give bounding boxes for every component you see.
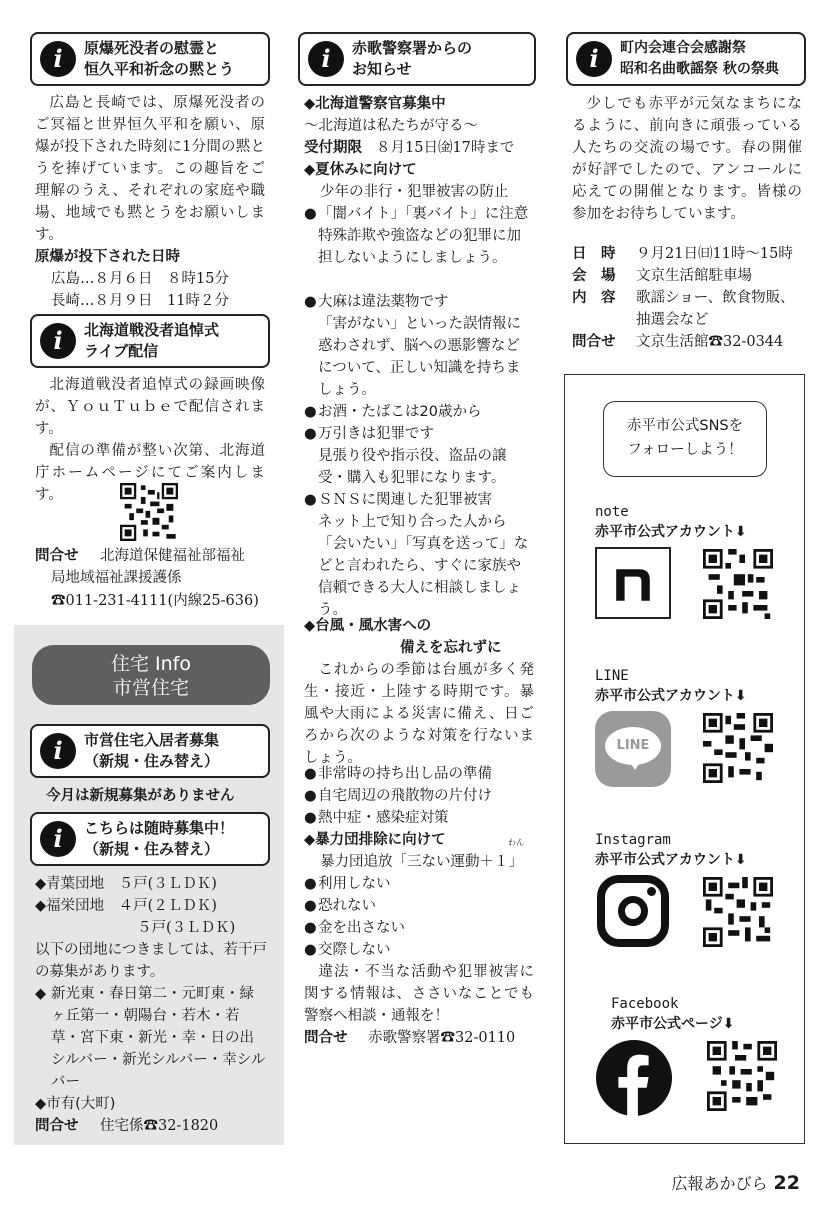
festival-body: 少しでも赤平が元気なまちになるように、前向きに頑張っている人たちの交流の場です。春の開催が好評でしたので、アンコールに応えての開催となります。皆様の参加をお待ちしています。 <box>572 96 802 222</box>
heading-housing-ongoing <box>30 812 270 866</box>
typhoon-head-2: 備えを忘れずに <box>400 640 502 656</box>
festival-date-label: 日 時 <box>572 246 616 262</box>
gang-head: ◆暴力団排除に向けて <box>304 832 446 848</box>
sns-name-note: note <box>595 504 629 520</box>
info-icon: i <box>40 323 76 359</box>
heading-line: （新規・住み替え） <box>84 752 220 770</box>
livestream-body-1: 北海道戦没者追悼式の録画映像が、ＹｏｕＴｕｂｅで配信されます。 <box>35 377 265 437</box>
page-number: 22 <box>773 1172 800 1194</box>
heading-line: 町内会連合会感謝祭 <box>620 40 746 56</box>
sns-account-facebook: 赤平市公式ページ⬇ <box>611 1016 735 1032</box>
page-footer <box>672 1172 800 1195</box>
festival-venue-label: 会 場 <box>572 268 616 284</box>
gang-item: ● 交際しない <box>304 942 391 958</box>
line-logo-icon[interactable] <box>595 711 671 787</box>
typhoon-item: ● 熱中症・感染症対策 <box>304 810 449 826</box>
festival-inquiry-label: 問合せ <box>572 334 616 350</box>
livestream-inquiry-phone: ☎011-231-4111(内線25-636) <box>51 593 259 609</box>
item-head: 大麻は違法薬物です <box>318 294 449 310</box>
memorial-time-nagasaki: 長崎…８月９日 11時２分 <box>51 293 229 309</box>
qr-code-instagram-icon[interactable] <box>703 877 773 947</box>
gang-item: ● 金を出さない <box>304 920 405 936</box>
police-inquiry-label: 問合せ <box>304 1030 348 1046</box>
festival-content-label: 内 容 <box>572 290 616 306</box>
instagram-dot <box>647 887 656 896</box>
sns-account-instagram: 赤平市公式アカウント⬇ <box>595 852 747 868</box>
line-bubble-tail <box>629 761 641 770</box>
livestream-inquiry-line: 北海道保健福祉部福祉 <box>100 548 245 564</box>
housing-inquiry-label: 問合せ <box>35 1118 79 1134</box>
instagram-lens <box>618 896 648 926</box>
typhoon-item: ● 自宅周辺の飛散物の片付け <box>304 788 492 804</box>
info-icon: i <box>576 41 612 77</box>
pill-line: 住宅 Info <box>111 653 191 675</box>
heading-line: 昭和名曲歌謡祭 秋の祭典 <box>620 61 779 77</box>
info-icon: i <box>40 733 76 769</box>
police-item-2: ● 大麻は違法薬物です 「害がない」といった誤情報に惑わされず、脳への悪影響などについて、正しい知識を持ちましょう。 <box>304 294 521 398</box>
festival-date: ９月21日㈰11時～15時 <box>636 246 793 262</box>
summer-sub: 少年の非行・犯罪被害の防止 <box>320 184 509 200</box>
info-icon: i <box>40 41 76 77</box>
gang-ruby: わん <box>508 838 524 847</box>
footer-publication-name: 広報あかびら <box>671 1174 768 1193</box>
line-logo-text: LINE <box>616 738 650 753</box>
heading-housing-recruitment <box>30 724 270 778</box>
sns-title-line: 赤平市公式SNSを <box>626 418 744 434</box>
heading-police-notice <box>298 32 536 86</box>
recruit-sub: ～北海道は私たちが守る～ <box>304 118 478 134</box>
sns-name-instagram: Instagram <box>595 832 671 848</box>
livestream-inquiry-line: 局地域福祉課援護係 <box>51 570 182 586</box>
livestream-inquiry-label: 問合せ <box>35 548 79 564</box>
typhoon-head-1: ◆台風・風水害への <box>304 618 432 634</box>
sns-panel <box>564 374 805 1144</box>
housing-fukuei-2: ５戸(３ＬＤＫ) <box>137 920 236 936</box>
heading-line: 赤歌警察署からの <box>352 39 473 57</box>
gang-item: ● 恐れない <box>304 898 376 914</box>
typhoon-item: ● 非常時の持ち出し品の準備 <box>304 766 492 782</box>
qr-code-line-icon[interactable] <box>703 713 773 783</box>
sns-name-line: LINE <box>595 668 629 684</box>
heading-line: ライブ配信 <box>84 342 159 360</box>
item-body: 特殊詐欺や強盗などの犯罪に加担しないようにしましょう。 <box>318 228 521 266</box>
heading-atomic-bomb-memorial <box>30 32 270 86</box>
housing-fukuei: ◆福栄団地 ４戸(２ＬＤＫ) <box>35 898 217 914</box>
memorial-subhead: 原爆が投下された日時 <box>35 249 180 265</box>
gang-body: 違法・不当な活動や犯罪被害に関する情報は、ささいなことでも警察へ相談・通報を！ <box>304 964 534 1024</box>
facebook-logo-icon[interactable] <box>595 1039 673 1117</box>
qr-code-facebook-icon[interactable] <box>707 1041 777 1111</box>
note-n-glyph <box>611 563 655 605</box>
deadline-label: 受付期限 <box>304 140 362 156</box>
police-item-1: ● 「闇バイト」「裏バイト」に注意 特殊詐欺や強盗などの犯罪に加担しないようにしましょう。 <box>304 206 529 266</box>
heading-line: 北海道戦没者追悼式 <box>84 321 220 339</box>
item-body: 「害がない」といった誤情報に惑わされず、脳への悪影響などについて、正しい知識を持ちましょう。 <box>318 316 521 398</box>
heading-line: 市営住宅入居者募集 <box>84 731 220 749</box>
info-icon: i <box>40 821 76 857</box>
deadline-value: ８月15日㈮17時まで <box>376 140 515 156</box>
heading-line: 原爆死没者の慰霊と <box>84 39 220 57</box>
heading-line: こちらは随時募集中！ <box>84 819 235 837</box>
pill-line: 市営住宅 <box>112 677 189 699</box>
note-logo-icon[interactable] <box>595 547 671 619</box>
memorial-time-hiroshima: 広島…８月６日 ８時15分 <box>51 271 229 287</box>
festival-inquiry: 文京生活館☎32-0344 <box>636 334 784 350</box>
item-head: 「闇バイト」「裏バイト」に注意 <box>318 206 529 222</box>
police-item-5: ● ＳＮＳに関連した犯罪被害 ネット上で知り合った人から「会いたい」「写真を送って」などと言われたら、すぐに家族や信頼できる大人に相談しましょう。 <box>304 492 529 618</box>
heading-festival <box>566 32 806 86</box>
recruit-head: ◆北海道警察官募集中 <box>304 96 446 112</box>
item-body: ネット上で知り合った人から「会いたい」「写真を送って」などと言われたら、すぐに家族や信頼できる大人に相談しましょう。 <box>318 514 529 618</box>
housing-aoba: ◆青葉団地 ５戸(３ＬＤＫ) <box>35 876 217 892</box>
housing-list: ◆ 新光東・春日第二・元町東・緑ヶ丘第一・朝陽台・若木・若草・宮下東・新光・幸・日の出シルバー・新光シルバー・幸シルバー <box>35 986 266 1090</box>
info-icon: i <box>308 41 344 77</box>
festival-content: 歌謡ショー、飲食物販、抽選会など <box>636 290 795 328</box>
qr-code-icon <box>120 483 178 541</box>
summer-head: ◆夏休みに向けて <box>304 162 417 178</box>
housing-city: ◆市有(大町) <box>35 1096 116 1112</box>
sns-name-facebook: Facebook <box>611 996 679 1012</box>
item-head: ＳＮＳに関連した犯罪被害 <box>318 492 492 508</box>
heading-line: お知らせ <box>352 60 412 78</box>
police-item-4: ● 万引きは犯罪です 見張り役や指示役、盗品の譲受・購入も犯罪になります。 <box>304 426 507 486</box>
heading-memorial-livestream <box>30 314 270 368</box>
typhoon-body: これからの季節は台風が多く発生・接近・上陸する時期です。暴風や大雨による災害に備え、日ごろから次のような対策を行ないましょう。 <box>304 662 534 766</box>
housing-no-recruit-note: 今月は新規募集がありません <box>46 788 235 804</box>
livestream-body-2: 配信の準備が整い次第、北海道庁ホームページにてご案内します。 <box>35 443 265 503</box>
heading-line: （新規・住み替え） <box>84 840 220 858</box>
police-inquiry: 赤歌警察署☎32-0110 <box>368 1030 516 1046</box>
festival-venue: 文京生活館駐車場 <box>636 268 752 284</box>
sns-account-note: 赤平市公式アカウント⬇ <box>595 524 747 540</box>
housing-inquiry: 住宅係☎32-1820 <box>100 1118 219 1134</box>
gang-item: ● 利用しない <box>304 876 391 892</box>
housing-info-pill <box>32 645 270 705</box>
heading-line: 恒久平和祈念の黙とう <box>84 60 235 78</box>
instagram-logo-icon[interactable] <box>597 875 669 947</box>
qr-code-note-icon[interactable] <box>703 549 773 619</box>
police-item-3: ● お酒・たばこは20歳から <box>304 404 482 420</box>
item-head: 万引きは犯罪です <box>318 426 434 442</box>
sns-title <box>603 401 767 477</box>
item-body: 見張り役や指示役、盗品の譲受・購入も犯罪になります。 <box>318 448 507 486</box>
sns-account-line: 赤平市公式アカウント⬇ <box>595 688 747 704</box>
gang-sub: 暴力団追放「三ない運動＋１」 <box>320 854 523 870</box>
housing-body: 以下の団地につきましては、若干戸の募集があります。 <box>35 942 267 980</box>
sns-title-line: フォローしよう！ <box>627 442 743 458</box>
memorial-body: 広島と長崎では、原爆死没者のご冥福と世界恒久平和を願い、原爆が投下された時刻に1分間の黙とうを捧げています。この趣旨をご理解のうえ、それぞれの家庭や職場、地域でも黙とうをお願いします。 <box>35 95 265 243</box>
